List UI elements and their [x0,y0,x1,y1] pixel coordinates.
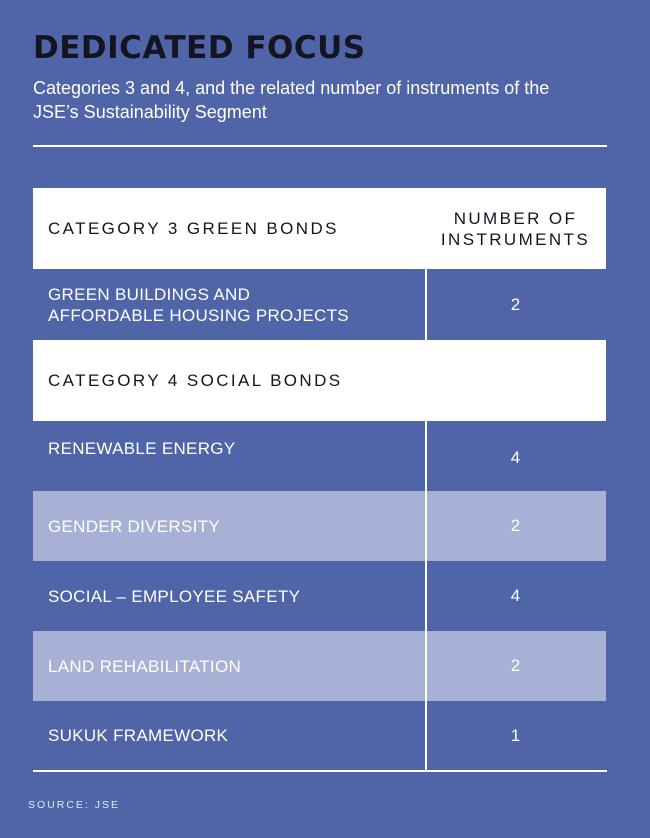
row-count: 2 [425,631,606,701]
page-subtitle: Categories 3 and 4, and the related number of instruments of the JSE’s Sustainability Segment [33,78,550,122]
table-row-gender-diversity [33,491,606,561]
row-label: GENDER DIVERSITY [48,516,220,536]
row-label: SOCIAL – EMPLOYEE SAFETY [48,586,301,606]
source-note: SOURCE: JSE [28,799,121,811]
count-column-header [425,188,606,269]
row-label-line2: AFFORDABLE HOUSING PROJECTS [48,305,349,325]
table-row-sukuk-framework [33,701,606,770]
table-row-land-rehabilitation [33,631,606,701]
row-count: 4 [425,421,606,491]
category-3-header-row [33,188,606,269]
row-label: SUKUK FRAMEWORK [48,726,229,745]
table-row-renewable-energy [33,421,606,491]
row-count: 2 [425,269,606,340]
count-header-line2: INSTRUMENTS [440,229,591,249]
page-title: DEDICATED FOCUS [33,30,366,66]
count-header-line1: NUMBER OF [453,208,578,228]
row-label: LAND REHABILITATION [48,656,242,676]
bottom-divider [33,770,607,772]
category-4-header-row [33,340,606,421]
table-row-green-buildings [33,269,606,340]
instruments-table [33,188,606,770]
row-label [48,269,349,340]
top-divider [33,145,607,147]
row-label-line1: GREEN BUILDINGS AND [48,284,251,304]
table-row-employee-safety [33,561,606,631]
category-4-label: CATEGORY 4 SOCIAL BONDS [48,371,343,390]
row-count: 4 [425,561,606,631]
row-label: RENEWABLE ENERGY [48,439,236,458]
row-count: 2 [425,491,606,561]
row-count: 1 [425,701,606,770]
category-3-label: CATEGORY 3 GREEN BONDS [48,219,339,238]
